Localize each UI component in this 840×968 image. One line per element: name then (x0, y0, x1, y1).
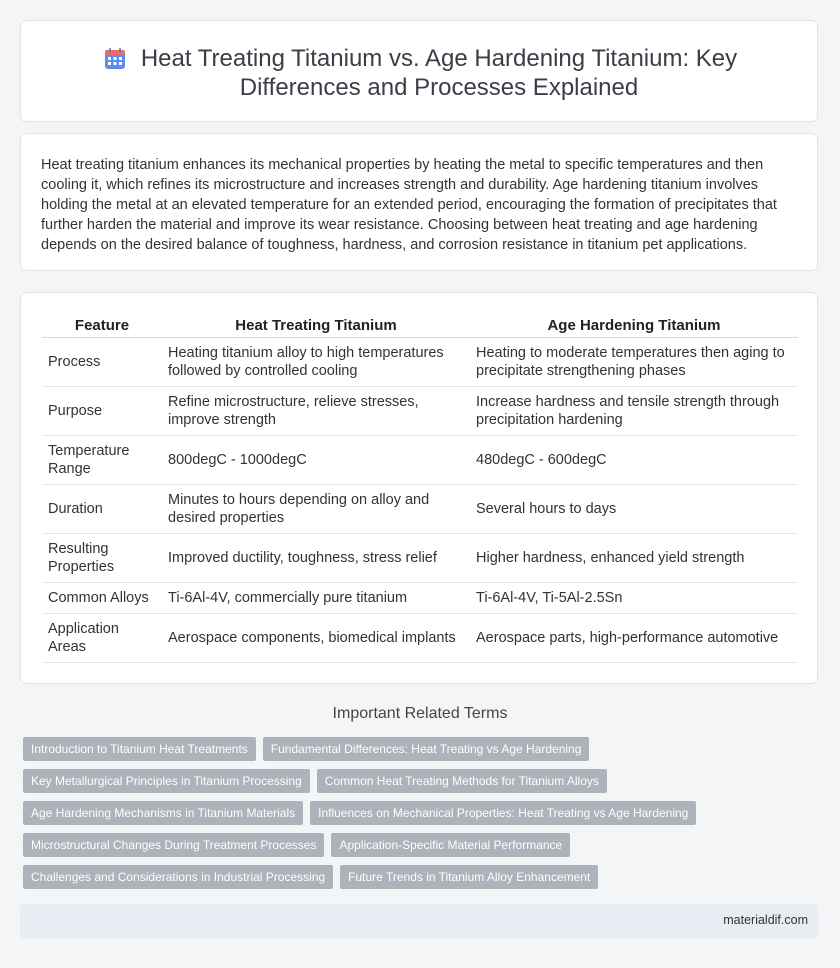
cell-age: Higher hardness, enhanced yield strength (470, 534, 798, 583)
cell-age: Aerospace parts, high-performance automotive (470, 614, 798, 663)
cell-feature: Application Areas (42, 614, 162, 663)
header-feature: Feature (42, 315, 162, 338)
tag-row (23, 737, 813, 761)
cell-heat: Heating titanium alloy to high temperatures followed by controlled cooling (162, 338, 470, 387)
table-row (42, 614, 798, 663)
related-terms-list (23, 737, 813, 897)
table-row (42, 436, 798, 485)
header-age-hardening: Age Hardening Titanium (470, 315, 798, 338)
cell-feature: Temperature Range (42, 436, 162, 485)
table-row (42, 338, 798, 387)
cell-age: Ti-6Al-4V, Ti-5Al-2.5Sn (470, 583, 798, 614)
cell-age: Increase hardness and tensile strength through precipitation hardening (470, 387, 798, 436)
cell-age: Heating to moderate temperatures then aging to precipitate strengthening phases (470, 338, 798, 387)
table-row (42, 485, 798, 534)
header-heat-treating: Heat Treating Titanium (162, 315, 470, 338)
related-terms-heading: Important Related Terms (332, 705, 508, 722)
related-term-tag[interactable]: Future Trends in Titanium Alloy Enhancement (340, 865, 598, 889)
related-term-tag[interactable]: Influences on Mechanical Properties: Heat Treating vs Age Hardening (310, 801, 696, 825)
cell-heat: Ti-6Al-4V, commercially pure titanium (162, 583, 470, 614)
related-term-tag[interactable]: Challenges and Considerations in Industrial Processing (23, 865, 333, 889)
page-title: Heat Treating Titanium vs. Age Hardening Titanium: Key Differences and Processes Explained (140, 45, 738, 101)
related-term-tag[interactable]: Application-Specific Material Performance (331, 833, 570, 857)
related-term-tag[interactable]: Microstructural Changes During Treatment Processes (23, 833, 324, 857)
cell-feature: Common Alloys (42, 583, 162, 614)
cell-heat: Aerospace components, biomedical implants (162, 614, 470, 663)
tag-row (23, 865, 813, 889)
related-term-tag[interactable]: Key Metallurgical Principles in Titanium Processing (23, 769, 310, 793)
related-term-tag[interactable]: Fundamental Differences: Heat Treating vs Age Hardening (263, 737, 590, 761)
cell-age: 480degC - 600degC (470, 436, 798, 485)
title-card (20, 20, 818, 122)
tag-row (23, 769, 813, 793)
cell-feature: Resulting Properties (42, 534, 162, 583)
cell-heat: Improved ductility, toughness, stress relief (162, 534, 470, 583)
table-row (42, 534, 798, 583)
footer (20, 904, 818, 938)
comparison-table (42, 315, 798, 663)
footer-site-link[interactable]: materialdif.com (723, 913, 808, 927)
related-term-tag[interactable]: Introduction to Titanium Heat Treatments (23, 737, 256, 761)
cell-heat: Minutes to hours depending on alloy and desired properties (162, 485, 470, 534)
related-term-tag[interactable]: Common Heat Treating Methods for Titanium Alloys (317, 769, 607, 793)
tag-row (23, 801, 813, 825)
table-header-row (42, 315, 798, 338)
related-term-tag[interactable]: Age Hardening Mechanisms in Titanium Materials (23, 801, 303, 825)
cell-feature: Duration (42, 485, 162, 534)
table-row (42, 583, 798, 614)
intro-paragraph: Heat treating titanium enhances its mechanical properties by heating the metal to specific temperatures and then cooling it, which refines its microstructure and increases strength and durability. Age hardening titanium involves holding the metal at an elevated temperature for an extended period, encouraging the formation of precipitates that further harden the material and improve its wear resistance. Choosing between heat treating and age hardening depends on the desired balance of toughness, hardness, and corrosion resistance in titanium pet applications. (41, 157, 777, 253)
cell-feature: Process (42, 338, 162, 387)
tag-row (23, 833, 813, 857)
comparison-card (20, 292, 818, 684)
intro-card (20, 133, 818, 271)
cell-heat: Refine microstructure, relieve stresses, improve strength (162, 387, 470, 436)
table-row (42, 387, 798, 436)
cell-heat: 800degC - 1000degC (162, 436, 470, 485)
cell-feature: Purpose (42, 387, 162, 436)
cell-age: Several hours to days (470, 485, 798, 534)
